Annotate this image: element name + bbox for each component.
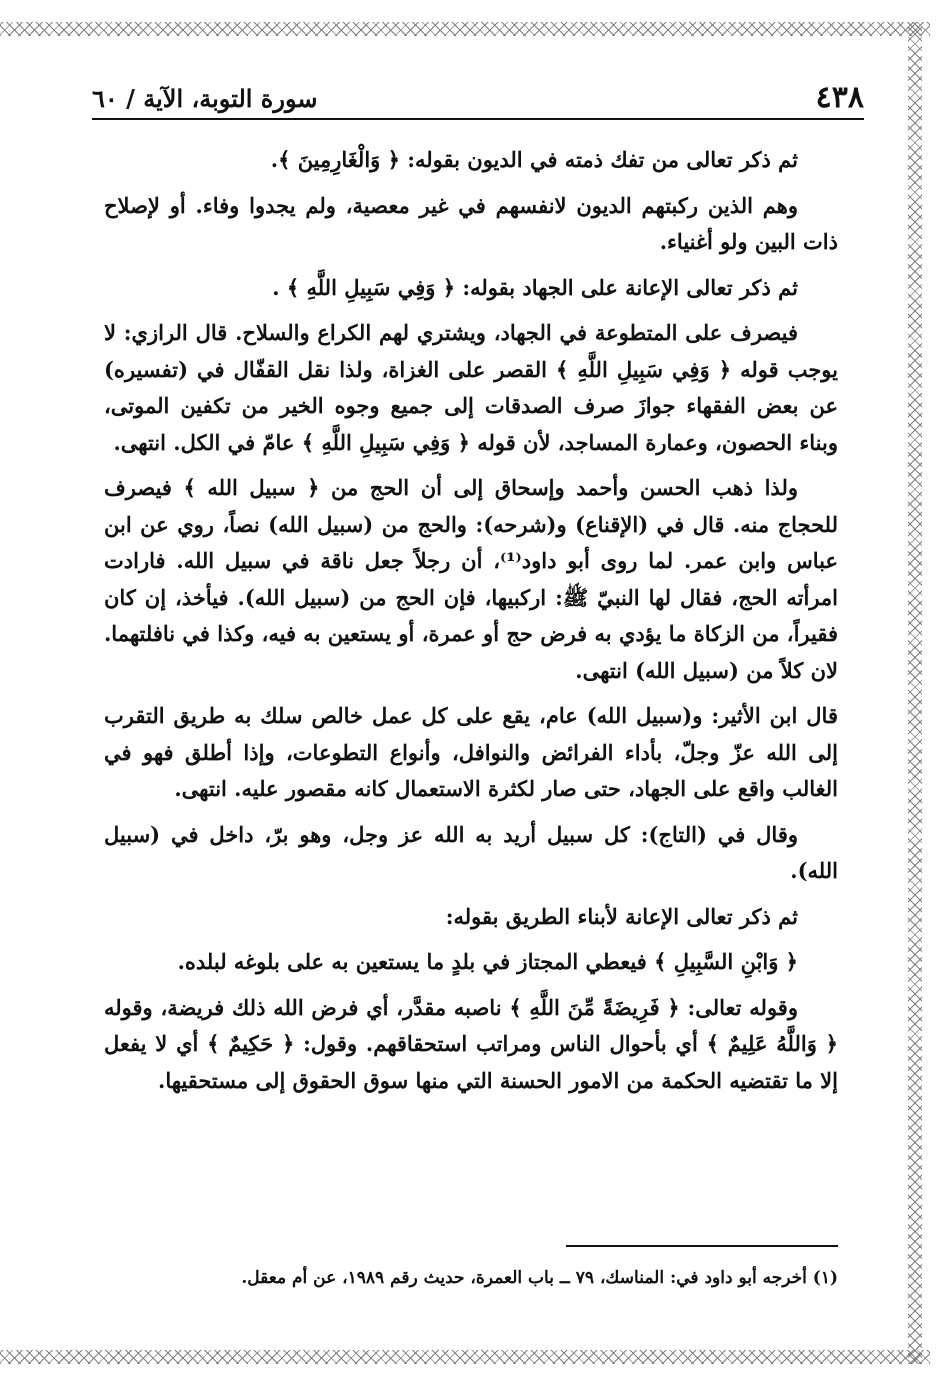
- running-title: سورة التوبة، الآية / ٦٠: [92, 84, 318, 113]
- right-ornamental-border: [908, 22, 922, 1364]
- paragraph: وهم الذين ركبتهم الديون لانفسهم في غير معصية، ولم يجدوا وفاء. أو لإصلاح ذات البين ولو أغنياء.: [104, 192, 838, 254]
- top-ornamental-border: [0, 22, 930, 36]
- footnote: (١) أخرجه أبو داود في: المناسك، ٧٩ ــ باب العمرة، حديث رقم ١٩٨٩، عن أم معقل.: [241, 1268, 838, 1288]
- paragraph: ولذا ذهب الحسن وأحمد وإسحاق إلى أن الحج من ﴿ سبيل الله ﴾ فيصرف للحجاج منه. قال في (الإقناع) و(شرحه): والحج من (سبيل الله) نصاً، روي عن ابن عباس وابن عمر. لما روى أبو داود⁽¹⁾، أن رجلاً جعل ناقة في سبيل الله. فارادت امرأته الحج، فقال لها النبيّ ﷺ: اركبيها، فإن الحج من (سبيل الله). فيأخذ، إن كان فقيراً، من الزكاة ما يؤدي به فرض حج أو عمرة، أو يستعين به فيه، وكذا في نافلتهما. لان كلاً من (سبيل الله) انتهى.: [104, 475, 838, 683]
- bottom-ornamental-border: [0, 1350, 930, 1364]
- page-header: [92, 78, 864, 120]
- paragraph: فيصرف على المتطوعة في الجهاد، ويشتري لهم الكراع والسلاح. قال الرازي: لا يوجب قوله ﴿ وَفِي سَبِيلِ اللَّهِ ﴾ القصر على الغزاة، ولذا نقل القفّال في (تفسيره) عن بعض الفقهاء جوازَ صرف الصدقات إلى جميع وجوه الخير من تكفين الموتى، وبناء الحصون، وعمارة المساجد، لأن قوله ﴿ وَفِي سَبِيلِ اللَّهِ ﴾ عامّ في الكل. انتهى.: [104, 320, 838, 455]
- paragraph: وقال في (التاج): كل سبيل أريد به الله عز وجل، وهو برّ، داخل في (سبيل الله).: [104, 821, 838, 883]
- paragraph: قال ابن الأثير: و(سبيل الله) عام، يقع على كل عمل خالص سلك به طريق التقرب إلى الله عزّ وجلّ، بأداء الفرائض والنوافل، وأنواع التطوعات، وإذا أطلق فهو في الغالب واقع على الجهاد، حتى صار لكثرة الاستعمال كانه مقصور عليه. انتهى.: [104, 703, 838, 801]
- body-text: [104, 142, 838, 1108]
- page-number: ٤٣٨: [815, 80, 864, 115]
- paragraph: ثم ذكر تعالى الإعانة لأبناء الطريق بقوله:: [445, 903, 798, 929]
- paragraph: ثم ذكر تعالى من تفك ذمته في الديون بقوله: ﴿ وَالْغَارِمِينَ ﴾.: [270, 147, 798, 172]
- footnote-divider: [566, 1245, 838, 1247]
- paragraph: ثم ذكر تعالى الإعانة على الجهاد بقوله: ﴿ وَفِي سَبِيلِ اللَّهِ ﴾ .: [272, 274, 798, 300]
- paragraph: وقوله تعالى: ﴿ فَرِيضَةً مِّنَ اللَّهِ ﴾ ناصبه مقدَّر، أي فرض الله ذلك فريضة، وقوله ﴿ وَاللَّهُ عَلِيمٌ ﴾ أي بأحوال الناس ومراتب استحقاقهم. وقول: ﴿ حَكِيمٌ ﴾ أي لا يفعل إلا ما تقتضيه الحكمة من الامور الحسنة التي منها سوق الحقوق إلى مستحقيها.: [104, 994, 838, 1093]
- paragraph: ﴿ وَابْنِ السَّبِيلِ ﴾ فيعطي المجتاز في بلدٍ ما يستعين به على بلوغه لبلده.: [177, 949, 798, 974]
